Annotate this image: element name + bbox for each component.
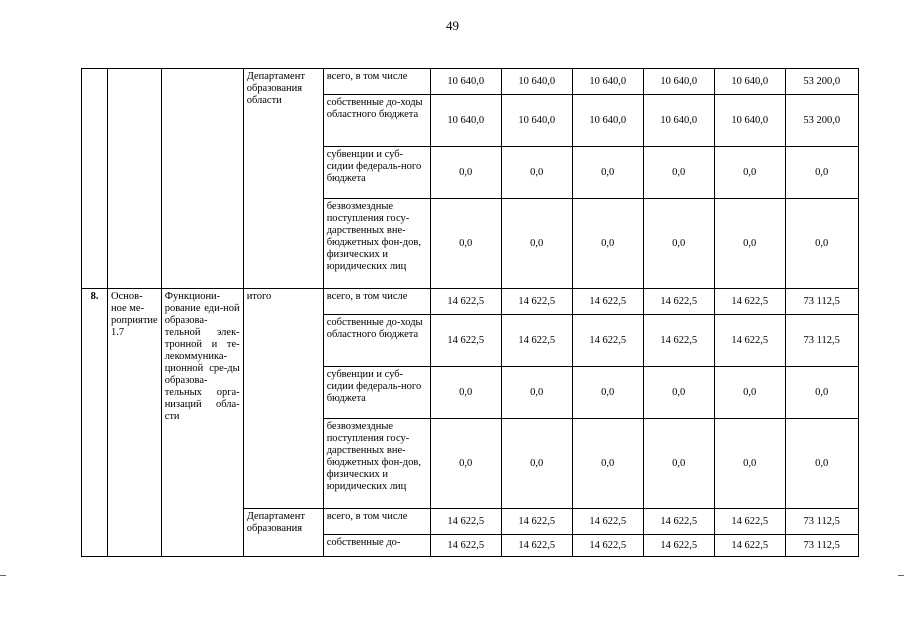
value-cell: 14 622,5 [714,315,785,367]
total-cell: 53 200,0 [785,95,858,147]
table-row [82,289,859,315]
funding-source: субвенции и суб-сидии федераль-ного бюджета [323,367,430,419]
value-cell: 14 622,5 [430,535,501,557]
value-cell: 14 622,5 [714,535,785,557]
budget-table [81,68,859,557]
table-row [82,69,859,95]
value-cell: 10 640,0 [501,95,572,147]
value-cell: 14 622,5 [572,289,643,315]
total-cell: 0,0 [785,367,858,419]
value-cell: 0,0 [430,147,501,199]
margin-mark-left [0,575,6,576]
value-cell: 14 622,5 [643,535,714,557]
funding-source: всего, в том числе [323,289,430,315]
funding-source: безвозмездные поступления госу-дарственных вне-бюджетных фон-дов, физических и юридических лиц [323,419,430,509]
event-name-cell: Функциони-рование еди-ной образова-тельной элек-тронной и те-лекоммуника-ционной сре-ды образова-тельных орга-низаций обла-сти [161,289,243,557]
executor-cell: Департамент образования области [243,69,323,289]
row-number [82,69,108,289]
value-cell: 0,0 [643,419,714,509]
total-cell: 0,0 [785,147,858,199]
value-cell: 0,0 [572,199,643,289]
value-cell: 0,0 [430,419,501,509]
value-cell: 10 640,0 [430,95,501,147]
value-cell: 0,0 [714,419,785,509]
value-cell: 10 640,0 [714,95,785,147]
value-cell: 0,0 [501,199,572,289]
value-cell: 10 640,0 [572,95,643,147]
event-cell [108,69,162,289]
funding-source: субвенции и суб-сидии федераль-ного бюджета [323,147,430,199]
value-cell: 0,0 [501,367,572,419]
event-name-cell [161,69,243,289]
value-cell: 14 622,5 [501,315,572,367]
value-cell: 10 640,0 [643,69,714,95]
value-cell: 14 622,5 [572,535,643,557]
value-cell: 0,0 [430,367,501,419]
total-cell: 73 112,5 [785,535,858,557]
value-cell: 14 622,5 [501,289,572,315]
funding-source: всего, в том числе [323,509,430,535]
value-cell: 0,0 [643,367,714,419]
page-number: 49 [446,18,459,33]
value-cell: 10 640,0 [572,69,643,95]
value-cell: 10 640,0 [643,95,714,147]
value-cell: 14 622,5 [572,509,643,535]
value-cell: 14 622,5 [643,289,714,315]
value-cell: 0,0 [572,367,643,419]
funding-source: собственные до-ходы областного бюджета [323,95,430,147]
row-number: 8. [82,289,108,557]
value-cell: 10 640,0 [714,69,785,95]
value-cell: 14 622,5 [643,509,714,535]
total-cell: 73 112,5 [785,509,858,535]
value-cell: 0,0 [572,419,643,509]
total-cell: 73 112,5 [785,315,858,367]
margin-mark-right [898,575,904,576]
value-cell: 0,0 [430,199,501,289]
funding-source: собственные до- [323,535,430,557]
value-cell: 0,0 [714,367,785,419]
value-cell: 10 640,0 [501,69,572,95]
executor-cell: итого [243,289,323,509]
value-cell: 0,0 [643,199,714,289]
value-cell: 10 640,0 [430,69,501,95]
value-cell: 14 622,5 [430,315,501,367]
total-cell: 73 112,5 [785,289,858,315]
value-cell: 14 622,5 [572,315,643,367]
value-cell: 0,0 [714,147,785,199]
value-cell: 0,0 [501,419,572,509]
value-cell: 0,0 [643,147,714,199]
value-cell: 14 622,5 [430,509,501,535]
event-cell: Основ-ное ме-роприятие 1.7 [108,289,162,557]
value-cell: 14 622,5 [430,289,501,315]
value-cell: 14 622,5 [714,509,785,535]
funding-source: всего, в том числе [323,69,430,95]
executor-cell: Департамент образования [243,509,323,557]
total-cell: 53 200,0 [785,69,858,95]
value-cell: 14 622,5 [501,535,572,557]
value-cell: 14 622,5 [643,315,714,367]
value-cell: 14 622,5 [714,289,785,315]
value-cell: 0,0 [572,147,643,199]
value-cell: 0,0 [714,199,785,289]
total-cell: 0,0 [785,419,858,509]
funding-source: безвозмездные поступления госу-дарственных вне-бюджетных фон-дов, физических и юридических лиц [323,199,430,289]
funding-source: собственные до-ходы областного бюджета [323,315,430,367]
total-cell: 0,0 [785,199,858,289]
value-cell: 14 622,5 [501,509,572,535]
value-cell: 0,0 [501,147,572,199]
